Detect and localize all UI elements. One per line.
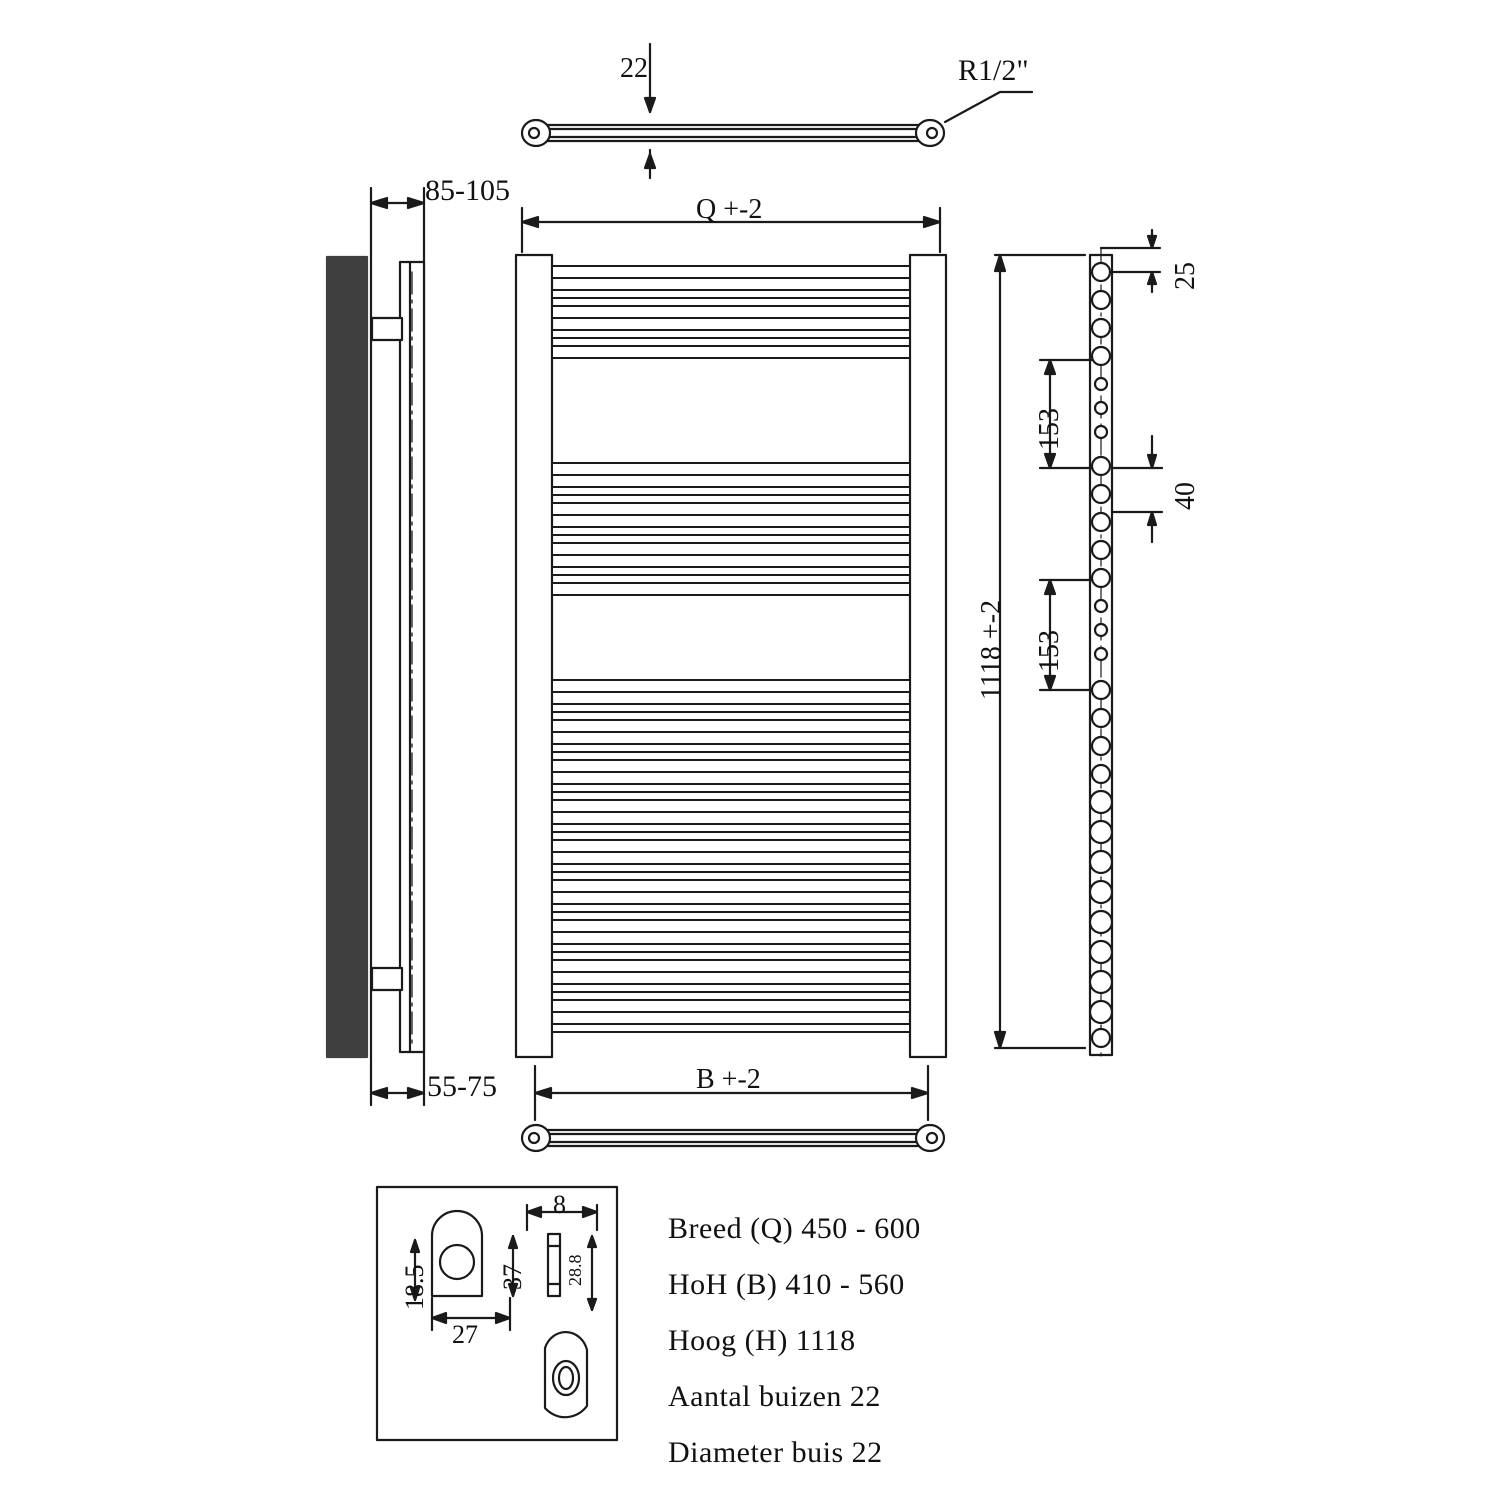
side-view-bracket: [371, 188, 424, 1105]
dim-40: [1112, 436, 1162, 542]
specification-list: [668, 1212, 1188, 1492]
spec-aantal-buizen: Aantal buizen 22: [668, 1380, 881, 1413]
label-b-width: B +-2: [696, 1064, 761, 1095]
label-55-75: 55-75: [427, 1070, 497, 1103]
side-view-wall-panel: [327, 257, 367, 1057]
right-section-view: [1090, 248, 1112, 1062]
bottom-connector-pipe: [522, 1125, 944, 1151]
spec-breed: Breed (Q) 450 - 600: [668, 1212, 921, 1245]
label-detail-small: 28.8: [565, 1254, 585, 1286]
label-detail-27: 27: [452, 1320, 478, 1349]
label-detail-8: 8: [553, 1190, 566, 1219]
radiator-tubes: [552, 266, 910, 1032]
label-25: 25: [1170, 262, 1201, 290]
label-22-top: 22: [620, 53, 648, 84]
label-detail-37: 37: [498, 1264, 527, 1290]
detail-box: [377, 1187, 617, 1440]
label-detail-18-5: 18.5: [400, 1264, 429, 1310]
label-q-width: Q +-2: [696, 194, 763, 225]
radiator-front-view: [516, 255, 946, 1057]
spec-diameter-buis: Diameter buis 22: [668, 1436, 883, 1469]
label-153-upper: 153: [1034, 408, 1065, 450]
label-85-105: 85-105: [425, 174, 510, 207]
label-40: 40: [1170, 482, 1201, 510]
spec-hoh: HoH (B) 410 - 560: [668, 1268, 905, 1301]
label-153-lower: 153: [1034, 630, 1065, 672]
spec-hoog: Hoog (H) 1118: [668, 1324, 856, 1357]
label-thread-r12: R1/2": [958, 54, 1029, 87]
top-connector-pipe: [522, 92, 1032, 146]
label-height-1118: 1118 +-2: [976, 599, 1007, 700]
